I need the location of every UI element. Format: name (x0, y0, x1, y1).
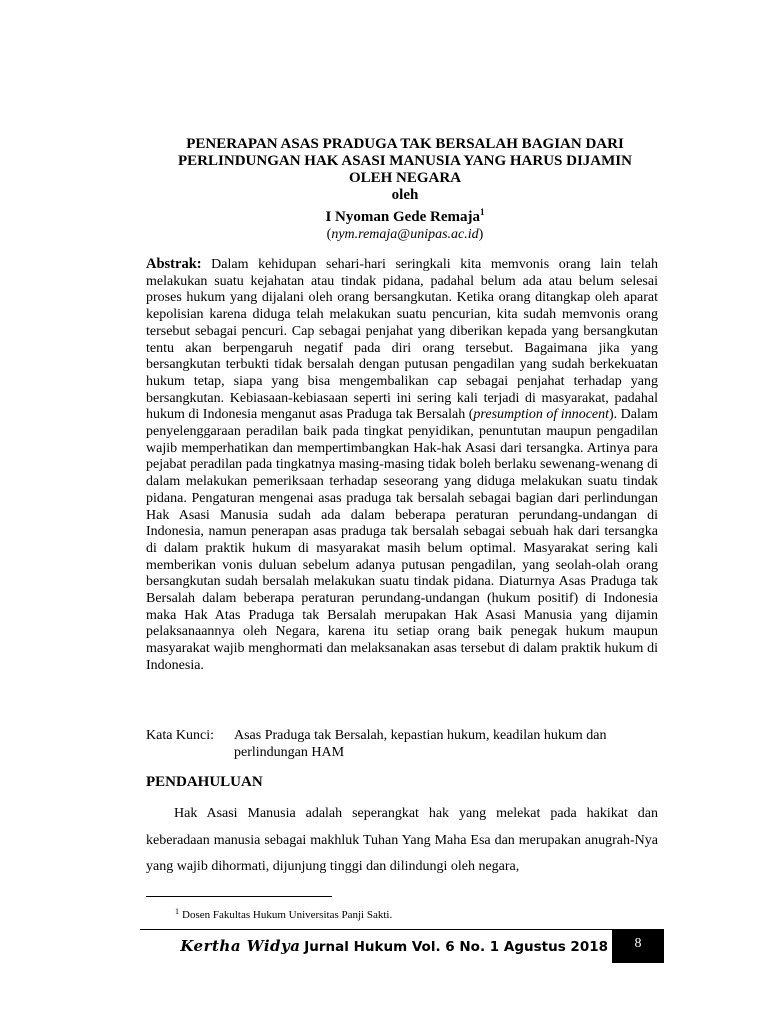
keywords-block (146, 727, 658, 761)
abstract-label: Abstrak: (146, 256, 202, 272)
page-number: 8 (612, 929, 664, 963)
keywords-text-line-2: perlindungan HAM (234, 745, 345, 760)
author-line (145, 204, 665, 226)
by-line: oleh (391, 187, 419, 203)
journal-issue: Jurnal Hukum Vol. 6 No. 1 Agustus 2018 (304, 939, 608, 955)
footnote-text: Dosen Fakultas Hukum Universitas Panji Sakti. (182, 909, 393, 921)
author-email: (nym.remaja@unipas.ac.id) (326, 227, 484, 242)
abstract-text-2: ). Dalam penyelenggaraan peradilan baik pada tingkat penyidikan, penuntutan maupun pengadilan wajib memperhatikan dan mempertimbangkan Hak-hak Asasi dari tersangka. Artinya para pejabat peradilan pada tingkatnya masing-masing tidak boleh berlaku sewenang-wenang di dalam melakukan pemeriksaan terhadap seseorang yang diduga melakukan suatu tindak pidana. Pengaturan mengenai asas praduga tak bersalah sebagai bagian dari perlindungan Hak Asasi Manusia sudah ada dalam beberapa peraturan perundang-undangan di Indonesia, namun penerapan asas praduga tak bersalah sebagai sebuah hak dari tersangka di dalam praktik hukum di masyarakat masih belum optimal. Masyarakat sering kali memberikan vonis duluan sebelum adanya putusan pengadilan, yang seolah-olah orang bersangkutan sudah bersalah melakukan suatu tindak pidana. Diaturnya Asas Praduga tak Bersalah dalam beberapa peraturan perundang-undangan (hukum positif) di Indonesia maka Hak Atas Praduga tak Bersalah merupakan Hak Asasi Manusia yang dijamin pelaksanaannya oleh Negara, karena itu setiap orang baik penegak hukum maupun masyarakat wajib menghormati dan melaksanakan asas tersebut di dalam praktik hukum di Indonesia. (146, 407, 659, 673)
journal-footer (180, 937, 608, 956)
keywords-text-line-1: Asas Praduga tak Bersalah, kepastian hukum, keadilan hukum dan (234, 728, 607, 743)
footnote-mark: 1 (175, 907, 179, 916)
keywords-label: Kata Kunci: (146, 728, 215, 743)
abstract-italic-term: presumption of innocent (473, 407, 610, 423)
abstract-paragraph (146, 256, 658, 675)
journal-name: Kertha Widya (180, 937, 301, 955)
abstract-text-1: Dalam kehidupan sehari-hari seringkali kita memvonis orang lain telah melakukan suatu kejahatan atau tindak pidana, padahal belum ada atau belum selesai proses hukum yang dijalani oleh orang bersangkutan. Ketika orang ditangkap oleh aparat kepolisian karena diduga telah melakukan suatu pencurian, kita sudah memvonis orang tersebut sebagai pencuri. Cap sebagai penjahat yang diberikan kepada yang bersangkutan tentu akan berpengaruh negatif pada diri orang tersebut. Bagaimana jika yang bersangkutan terbukti tidak bersalah dengan putusan pengadilan yang sudah berkekuatan hukum tetap, siapa yang bisa mengembalikan cap sebagai penjahat terhadap yang bersangkutan. Kebiasaan-kebiasaan seperti ini sering kali terjadi di masyarakat, padahal hukum di Indonesia menganut asas Praduga tak Bersalah ( (146, 257, 658, 423)
title-line-1: PENERAPAN ASAS PRADUGA TAK BERSALAH BAGIAN DARI (186, 136, 624, 152)
author-name: I Nyoman Gede Remaja (325, 209, 481, 225)
title-line-2: PERLINDUNGAN HAK ASASI MANUSIA YANG HARUS DIJAMIN (178, 153, 632, 169)
title-block (145, 136, 665, 243)
email-text: nym.remaja@unipas.ac.id (331, 227, 479, 242)
section-heading: PENDAHULUAN (146, 774, 263, 790)
footnote-divider (146, 896, 332, 897)
author-footnote-mark: 1 (480, 207, 485, 217)
footnote (175, 907, 392, 921)
footer-divider (140, 929, 617, 930)
intro-text: Hak Asasi Manusia adalah seperangkat hak yang melekat pada hakikat dan keberadaan manusia sebagai makhluk Tuhan Yang Maha Esa dan merupakan anugrah-Nya yang wajib dihormati, dijunjung tinggi dan dilindungi oleh negara, (146, 806, 658, 874)
intro-paragraph (146, 801, 658, 881)
title-line-3: OLEH NEGARA (348, 170, 462, 186)
